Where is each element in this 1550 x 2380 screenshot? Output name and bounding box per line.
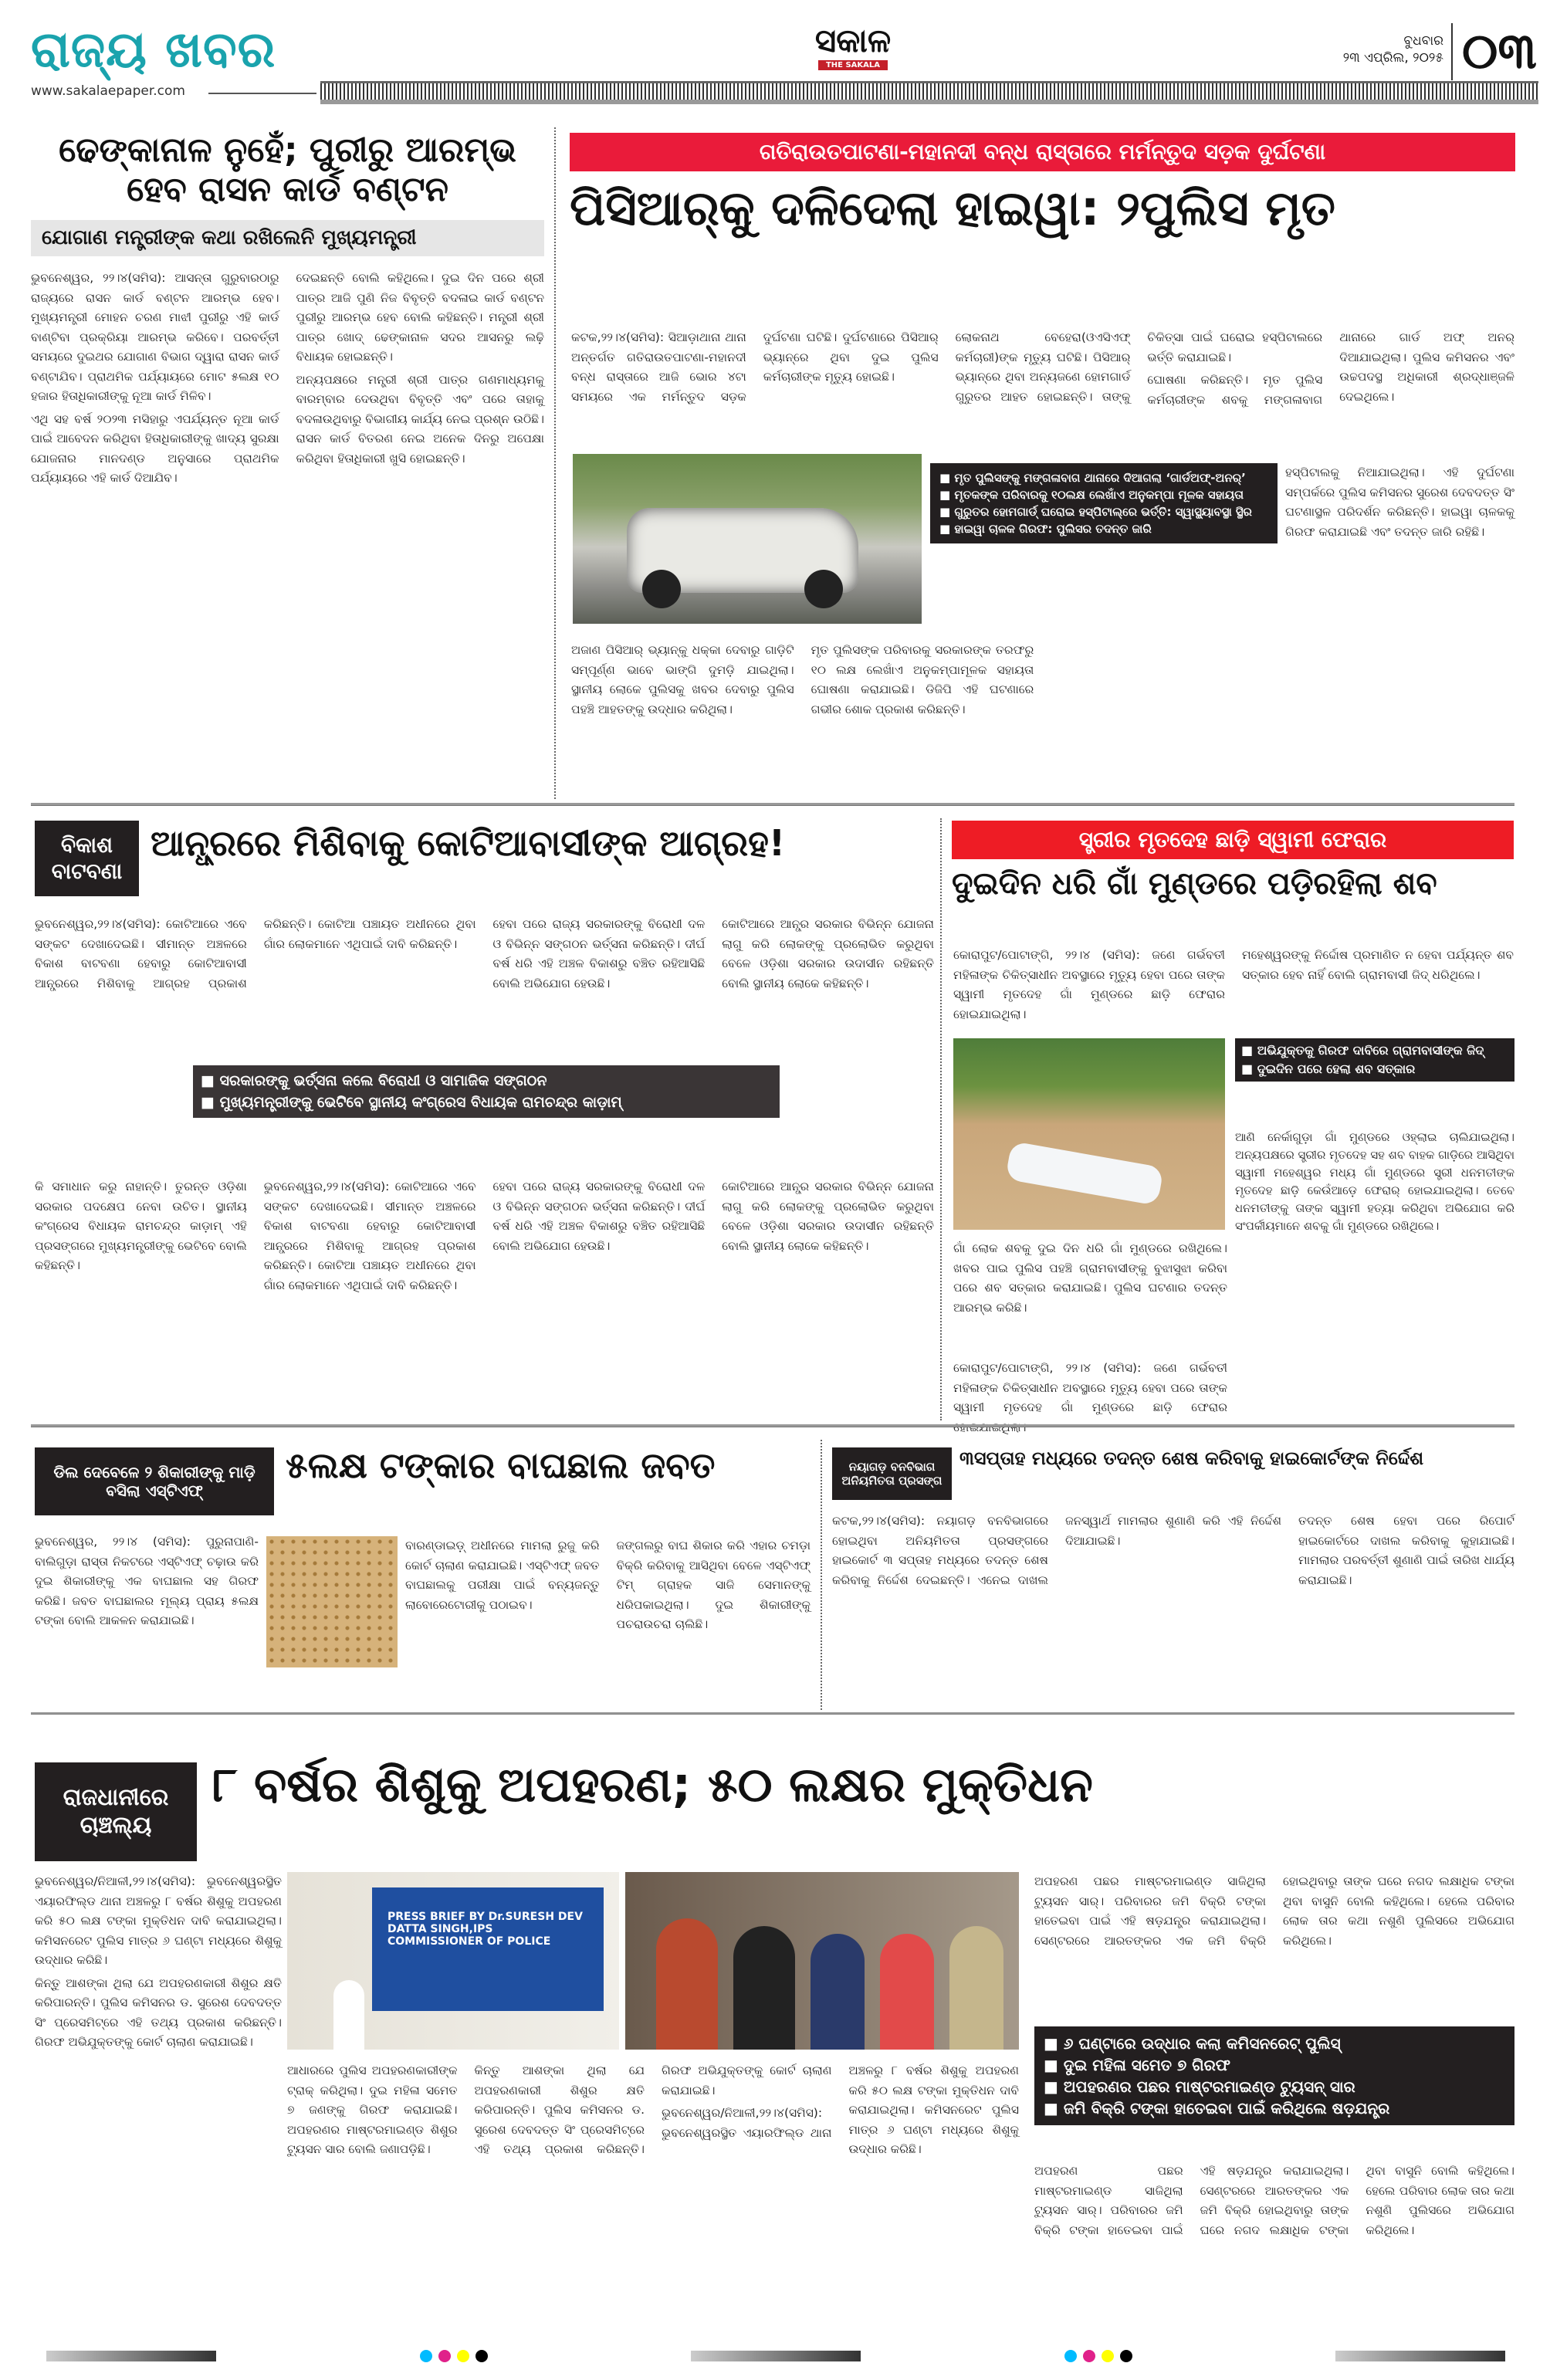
paragraph: ଜଙ୍ଗଲରୁ ବାଘ ଶିକାର କରି ଏହାର ଚମଡ଼ା ବିକ୍ରି କରିବାକୁ ଆସିଥିବା ବେଳେ ଏସ୍‌ଟିଏଫ୍ ଟିମ୍ ଗ୍ରାହକ ସାଜି ସେମାନଙ୍କୁ ଧରିପକାଇଥିଲା। ଦୁଇ ଶିକାରୀଙ୍କୁ ପଚରାଉଚରା ଚାଲିଛି। xyxy=(616,1539,811,1631)
paragraph: ଅଜାଣ ପିସିଆର୍ ଭ୍ୟାନ୍‌କୁ ଧକ୍କା ଦେବାରୁ ଗାଡ଼ିଟି ସମ୍ପୂର୍ଣ୍ଣ ଭାବେ ଭାଙ୍ଗି ଦୁମଡ଼ି ଯାଇଥିଲା। ସ୍ଥାନୀୟ ଲୋକେ ପୁଲିସକୁ ଖବର ଦେବାରୁ ପୁଲିସ ପହଞ୍ଚି ଆହତଙ୍କୁ ଉଦ୍ଧାର କରିଥିଲା। xyxy=(571,643,794,716)
paragraph: ଭୁବନେଶ୍ୱର, ୨୨।୪ (ସମିସ): ପୁରୁନାପାଣି-ବାଲିଗୁଡ଼ା ରାସ୍ତା ନିକଟରେ ଏସ୍‌ଟିଏଫ୍ ଚଢ଼ାଉ କରି ଦୁଇ ଶିକାରୀଙ୍କୁ ଏକ ବାଘଛାଲ ସହ ଗିରଫ କରିଛି। ଜବତ ବାଘଛାଲର ମୂଲ୍ୟ ପ୍ରାୟ ୫ଲକ୍ଷ ଟଙ୍କା ବୋଲି ଆକଳନ କରାଯାଇଛି। xyxy=(35,1535,259,1627)
paragraph: ଅନ୍ୟପକ୍ଷରେ ମନ୍ତ୍ରୀ ଶ୍ରୀ ପାତ୍ର ଗଣମାଧ୍ୟମକୁ ବାରମ୍ବାର ଦେଉଥିବା ବିବୃତ୍ତି ଏବଂ ପରେ ତାହାକୁ ବଦଳାଉଥିବାରୁ ବିଭାଗୀୟ କାର୍ଯ୍ୟ ନେଇ ପ୍ରଶ୍ନ ଉଠିଛି। ରାସନ କାର୍ଡ ବିତରଣ ନେଇ ଅନେକ ଦିନରୁ ଅପେକ୍ଷା କରିଥିବା ହିତାଧିକାରୀ ଖୁସି ହୋଇଛନ୍ତି। xyxy=(296,372,544,466)
section-divider xyxy=(31,1424,1514,1427)
article-body xyxy=(832,1512,1514,1590)
section-divider xyxy=(31,803,1514,806)
date: ୨୩ ଏପ୍ରିଲ, ୨୦୨୫ xyxy=(1342,50,1443,66)
highlights-box xyxy=(1034,2026,1514,2125)
highlights-box xyxy=(1235,1038,1514,1082)
paragraph: ହେବା ପରେ ରାଜ୍ୟ ସରକାରଙ୍କୁ ବିରୋଧୀ ଦଳ ଓ ବିଭିନ୍ନ ସଙ୍ଗଠନ ଭର୍ତ୍ସନା କରିଛନ୍ତି। ଦୀର୍ଘ ବର୍ଷ ଧରି ଏହି ଅଞ୍ଚଳ ବିକାଶରୁ ବଞ୍ଚିତ ରହିଆସିଛି ବୋଲି ଅଭିଯୋଗ ହେଉଛି। xyxy=(492,1180,706,1253)
paragraph: କଟକ,୨୨।୪(ସମିସ): ସିଆଡ଼ାଥାନା ଥାନା ଅନ୍ତର୍ଗତ ଗତିରାଉତପାଟଣା-ମହାନଦୀ ବନ୍ଧ ରାସ୍ତାରେ ଆଜି ଭୋର ୪ଟା ସମୟରେ ଏକ ମର୍ମନ୍ତୁଦ ସଡ଼କ ଦୁର୍ଘଟଣା ଘଟିଛି। ଦୁର୍ଘଟଣାରେ ପିସିଆର୍ ଭ୍ୟାନ୍‌ରେ ଥିବା ଦୁଇ ପୁଲିସ କର୍ମଚାରୀଙ୍କ ମୃତ୍ୟୁ ହୋଇଛି। xyxy=(571,330,939,404)
paragraph: ଭୁବନେଶ୍ୱର/ନିଆଳୀ,୨୨।୪(ସମିସ): ଭୁବନେଶ୍ୱରସ୍ଥିତ ଏୟାରଫିଲ୍ଡ ଥାନା ଅଞ୍ଚଳରୁ ୮ ବର୍ଷର ଶିଶୁକୁ ଅପହରଣ କରି ୫୦ ଲକ୍ଷ ଟଙ୍କା ମୁକ୍ତିଧନ ଦାବି କରାଯାଇଥିଲା। କମିସନରେଟ ପୁଲିସ ମାତ୍ର ୬ ଘଣ୍ଟା ମଧ୍ୟରେ ଶିଶୁକୁ ଉଦ୍ଧାର କରିଛି। xyxy=(35,1874,282,1967)
paragraph: ଭୁବନେଶ୍ୱର/ନିଆଳୀ,୨୨।୪(ସମିସ): ଭୁବନେଶ୍ୱରସ୍ଥିତ ଏୟାରଫିଲ୍ଡ ଥାନା ଅଞ୍ଚଳରୁ ୮ ବର୍ଷର ଶିଶୁକୁ ଅପହରଣ କରି ୫୦ ଲକ୍ଷ ଟଙ୍କା ମୁକ୍ତିଧନ ଦାବି କରାଯାଇଥିଲା। କମିସନରେଟ ପୁଲିସ ମାତ୍ର ୬ ଘଣ୍ଟା ମଧ୍ୟରେ ଶିଶୁକୁ ଉଦ୍ଧାର କରିଛି। xyxy=(662,2063,1019,2156)
paragraph: ଦେଇଛନ୍ତି ବୋଲି କହିଥିଲେ। ଦୁଇ ଦିନ ପରେ ଶ୍ରୀ ପାତ୍ର ଆଜି ପୁଣି ନିଜ ବିବୃତ୍ତି ବଦଳାଇ କାର୍ଡ ବଣ୍ଟନ ପୁରୀରୁ ଆରମ୍ଭ ହେବ ବୋଲି କହିଛନ୍ତି। ମନ୍ତ୍ରୀ ଶ୍ରୀ ପାତ୍ର ଖୋଦ୍ ଢେଙ୍କାନାଳ ସଦର ଆସନରୁ ଲଢ଼ି ବିଧାୟକ ହୋଇଛନ୍ତି। xyxy=(296,271,544,364)
website-url[interactable]: www.sakalaepaper.com xyxy=(31,83,185,99)
highlight-item: ■ ଅପହରଣର ପଛର ମାଷ୍ଟରମାଇଣ୍ଡ ଟ୍ୟୁସନ୍ ସାର xyxy=(1044,2076,1505,2097)
headline: ଦୁଇଦିନ ଧରି ଗାଁ ମୁଣ୍ଡରେ ପଡ଼ିରହିଲା ଶବ xyxy=(952,866,1437,902)
newspaper-logo xyxy=(803,22,903,70)
article-body xyxy=(571,328,1514,410)
column-divider xyxy=(821,1440,822,1710)
headline: ଢେଙ୍କାନାଳ ନୁହେଁ; ପୁରୀରୁ ଆରମ୍ଭ ହେବ ରାସନ କାର୍ଡ ବଣ୍ଟନ xyxy=(59,130,516,209)
article-body xyxy=(1034,1872,1514,1952)
article-body xyxy=(1235,1129,1514,1238)
paragraph: ଭୁବନେଶ୍ୱର,୨୨।୪(ସମିସ): କୋଟିଆରେ ଏବେ ସଙ୍କଟ ଦେଖାଦେଇଛି। ସୀମାନ୍ତ ଅଞ୍ଚଳରେ ବିକାଶ ବାଟବଣା ହେବାରୁ କୋଟିଆବାସୀ ଆନ୍ଧ୍ରରେ ମିଶିବାକୁ ଆଗ୍ରହ ପ୍ରକାଶ କରିଛନ୍ତି। କୋଟିଆ ପଞ୍ଚାୟତ ଅଧୀନରେ ଥିବା ଗାଁର ଲୋକମାନେ ଏଥିପାଇଁ ଦାବି କରିଛନ୍ତି। xyxy=(263,1180,476,1292)
article-body xyxy=(405,1536,811,1635)
paragraph: ଭୁବନେଶ୍ୱର, ୨୨।୪(ସମିସ): ଆସନ୍ତା ଗୁରୁବାରଠାରୁ ରାଜ୍ୟରେ ରାସନ କାର୍ଡ ବଣ୍ଟନ ଆରମ୍ଭ ହେବ। ମୁଖ୍ୟମନ୍ତ୍ରୀ ମୋହନ ଚରଣ ମାଝୀ ପୁରୀରୁ ଏହି କାର୍ଡ ବାଣ୍ଟିବା ପ୍ରକ୍ରିୟା ଆରମ୍ଭ କରିବେ। ପରବର୍ତ୍ତୀ ସମୟରେ ଦୁଇଥର ଯୋଗାଣ ବିଭାଗ ଦ୍ୱାରା ରାସନ କାର୍ଡ ବଣ୍ଟାଯିବ। ପ୍ରାଥମିକ ପର୍ଯ୍ୟାୟରେ ମୋଟ ୫ଲକ୍ଷ ୧୦ ହଜାର ହିତାଧିକାରୀଙ୍କୁ ନୂଆ କାର୍ଡ ମିଳିବ। xyxy=(31,271,279,404)
story-label: ଡିଲ ଦେବେଳେ ୨ ଶିକାରୀଙ୍କୁ ମାଡ଼ି ବସିଲା ଏସ୍‌ଟିଏଫ୍ xyxy=(35,1447,274,1515)
kicker: ଗତିରାଉତପାଟଣା-ମହାନଦୀ ବନ୍ଧ ରାସ୍ତାରେ ମର୍ମନ୍ତୁଦ ସଡ଼କ ଦୁର୍ଘଟଣା xyxy=(570,133,1515,171)
headline: ୩ସପ୍ତାହ ମଧ୍ୟରେ ତଦନ୍ତ ଶେଷ କରିବାକୁ ହାଇକୋର୍ଟଙ୍କ ନିର୍ଦ୍ଦେଶ xyxy=(959,1447,1424,1469)
highlight-item: ■ ଅଭିଯୁକ୍ତକୁ ଗିରଫ ଦାବିରେ ଗ୍ରାମବାସୀଙ୍କ ଜିଦ୍ xyxy=(1241,1041,1508,1060)
day: ବୁଧବାର xyxy=(1403,33,1443,49)
paragraph: ଗାଁ ଲୋକ ଶବକୁ ଦୁଇ ଦିନ ଧରି ଗାଁ ମୁଣ୍ଡରେ ରଖିଥିଲେ। ଖବର ପାଇ ପୁଲିସ ପହଞ୍ଚି ଗ୍ରାମବାସୀଙ୍କୁ ବୁଝାସୁଝା କରିବା ପରେ ଶବ ସତ୍କାର କରାଯାଇଛି। ପୁଲିସ ଘଟଣାର ତଦନ୍ତ ଆରମ୍ଭ କରିଛି। xyxy=(953,1241,1227,1315)
article-body xyxy=(35,1872,282,2056)
paragraph: ଅପହରଣ ପଛର ମାଷ୍ଟରମାଇଣ୍ଡ ସାଜିଥିଲା ଟ୍ୟୁସନ ସାର୍। ପରିବାରର ଜମି ବିକ୍ରି ଟଙ୍କା ହାତେଇବା ପାଇଁ ଏହି ଷଡ଼ଯନ୍ତ୍ର କରାଯାଇଥିଲା। ସେଣ୍ଟରରେ ଆରତଙ୍କର ଏକ ଜମି ବିକ୍ରି ହୋଇଥିବାରୁ ତାଙ୍କ ଘରେ ନଗଦ ଲକ୍ଷାଧିକ ଟଙ୍କା ଥିବା ବାସୁନି ବୋଲି କହିଥିଲେ। ହେଲେ ପରିବାର ଲୋକ ତାର କଥା ନଶୁଣି ପୁଲିସରେ ଅଭିଯୋଗ କରିଥିଲେ। xyxy=(1034,2164,1514,2237)
story-label: ବିକାଶ ବାଟବଣା xyxy=(35,821,139,896)
highlight-item: ■ ମୃତ ପୁଲିସଙ୍କୁ ମଙ୍ଗଳାବାଗ ଥାନାରେ ଦିଆଗଲା ‘ଗାର୍ଡଅଫ୍-ଅନର୍’ xyxy=(939,469,1268,486)
subheadline: ଯୋଗାଣ ମନ୍ତ୍ରୀଙ୍କ କଥା ରଖିଲେନି ମୁଖ୍ୟମନ୍ତ୍ରୀ xyxy=(31,220,544,256)
press-brief-banner: PRESS BRIEF BY Dr.SURESH DEV DATTA SINGH,IPS COMMISSIONER OF POLICE xyxy=(372,1887,604,2011)
paragraph: ବାରଣ୍ଡାଇଡ଼୍ ଅଧୀନରେ ମାମଲା ରୁଜୁ କରି କୋର୍ଟ ଚାଲାଣ କରାଯାଇଛି। ଏସ୍‌ଟିଏଫ୍ ଜବତ ବାଘଛାଲକୁ ପରୀକ୍ଷା ପାଇଁ ବନ୍ୟଜନ୍ତୁ ଲାବୋରେଟୋରୀକୁ ପଠାଇବ। xyxy=(405,1539,600,1612)
paragraph: କିନ୍ତୁ ଆଶଙ୍କା ଥିଲା ଯେ ଅପହରଣକାରୀ ଶିଶୁର କ୍ଷତି କରିପାରନ୍ତି। ପୁଲିସ କମିସନର ଡ. ସୁରେଶ ଦେବଦତ୍ତ ସିଂ ପ୍ରେସମିଟ୍‌ରେ ଏହି ତଥ୍ୟ ପ୍ରକାଶ କରିଛନ୍ତି। ଗିରଫ ଅଭିଯୁକ୍ତଙ୍କୁ କୋର୍ଟ ଚାଲାଣ କରାଯାଇଛି। xyxy=(474,2063,832,2156)
article-body xyxy=(1034,2162,1514,2241)
article-body xyxy=(953,1239,1227,1321)
paragraph: କି ସମାଧାନ କରୁ ନାହାନ୍ତି। ତୁରନ୍ତ ଓଡ଼ିଶା ସରକାର ପଦକ୍ଷେପ ନେବା ଉଚିତ। ସ୍ଥାନୀୟ କଂଗ୍ରେସ ବିଧାୟକ ରାମଚନ୍ଦ୍ର କାଡ଼ାମ୍ ଏହି ପ୍ରସଙ୍ଗରେ ମୁଖ୍ୟମନ୍ତ୍ରୀଙ୍କୁ ଭେଟିବେ ବୋଲି କହିଛନ୍ତି। xyxy=(35,1180,247,1272)
highlight-item: ■ ୬ ଘଣ୍ଟାରେ ଉଦ୍ଧାର କଲା କମିସନରେଟ୍ ପୁଲିସ୍ xyxy=(1044,2033,1505,2054)
paragraph: ଏଥି ସହ ବର୍ଷ ୨୦୨୩ ମସିହାରୁ ଏପର୍ଯ୍ୟନ୍ତ ନୂଆ କାର୍ଡ ପାଇଁ ଆବେଦନ କରିଥିବା ହିତାଧିକାରୀଙ୍କୁ ଖାଦ୍ୟ ସୁରକ୍ଷା ଯୋଜନାର ମାନଦଣ୍ଡ ଅନୁସାରେ ପ୍ରାଥମିକ ପର୍ଯ୍ୟାୟରେ ଏହି କାର୍ଡ ଦିଆଯିବ। xyxy=(31,411,279,486)
story-label: ରାଜଧାନୀରେ ଚାଞ୍ଚଲ୍ୟ xyxy=(35,1762,197,1861)
section-title: ରାଜ୍ୟ ଖବର xyxy=(31,22,276,79)
paragraph: କୋରାପୁଟ/ପୋଟାଙ୍ଗି, ୨୨।୪ (ସମିସ): ଜଣେ ଗର୍ଭବତୀ ମହିଳାଙ୍କ ଚିକିତ୍ସାଧୀନ ଅବସ୍ଥାରେ ମୃତ୍ୟୁ ହେବା ପରେ ତାଙ୍କ ସ୍ୱାମୀ ମୃତଦେହ ଗାଁ ମୁଣ୍ଡରେ ଛାଡ଼ି ଫେରାର ହୋଇଯାଇଥିଲା। xyxy=(953,948,1225,1021)
article-body xyxy=(1285,463,1514,545)
paragraph: ଲୋକନାଥ ବେହେରା(ଓଏସିଏଫ୍ କର୍ମଚାରୀ)ଙ୍କ ମୃତ୍ୟୁ ଘଟିଛି। ପିସିଆର୍ ଭ୍ୟାନ୍‌ରେ ଥିବା ଅନ୍ୟଜଣେ ହୋମଗାର୍ଡ ଗୁରୁତର ଆହତ ହୋଇଛନ୍ତି। ତାଙ୍କୁ ଚିକିତ୍ସା ପାଇଁ ଘରୋଇ ହସ୍ପିଟାଲରେ ଭର୍ତ୍ତି କରାଯାଇଛି। xyxy=(955,330,1323,404)
article-body xyxy=(287,2061,1019,2160)
article-body xyxy=(953,1359,1227,1441)
paragraph: ମହେଶ୍ୱରଙ୍କୁ ନିର୍ଦ୍ଦୋଷ ପ୍ରମାଣିତ ନ ହେବା ପର୍ଯ୍ୟନ୍ତ ଶବ ସତ୍କାର ହେବ ନାହିଁ ବୋଲି ଗ୍ରାମବାସୀ ଜିଦ୍ ଧରିଥିଲେ। xyxy=(1242,948,1514,982)
highlight-item: ■ ଦୁଇଦିନ ପରେ ହେଲା ଶବ ସତ୍କାର xyxy=(1241,1060,1508,1078)
headline: ପିସିଆର୍‌କୁ ଦଳିଦେଲା ହାଇୱା: ୨ପୁଲିସ ମୃତ xyxy=(570,180,1335,236)
story-label: ନୟାଗଡ଼ ବନବିଭାଗ ଅନିୟମିତତା ପ୍ରସଙ୍ଗ xyxy=(832,1447,952,1500)
article-body xyxy=(35,1532,259,1634)
body-on-ground-photo xyxy=(953,1038,1225,1230)
logo-text: ସକାଳ xyxy=(814,22,892,59)
article-body xyxy=(953,946,1514,1024)
print-registration-strip xyxy=(46,2347,1505,2365)
paragraph: କୋଟିଆରେ ଆନ୍ଧ୍ର ସରକାର ବିଭିନ୍ନ ଯୋଜନା ଲାଗୁ କରି ଲୋକଙ୍କୁ ପ୍ରଲୋଭିତ କରୁଥିବା ବେଳେ ଓଡ଼ିଶା ସରକାର ଉଦାସୀନ ରହିଛନ୍ତି ବୋଲି ସ୍ଥାନୀୟ ଲୋକେ କହିଛନ୍ତି। xyxy=(722,917,934,990)
story-ration-card xyxy=(31,131,544,489)
column-divider xyxy=(554,127,556,799)
highlight-item: ■ ଦୁଇ ମହିଳା ସମେତ ୭ ଗିରଫ xyxy=(1044,2054,1505,2076)
highlight-item: ■ ଜମି ବିକ୍ରି ଟଙ୍କା ହାତେଇବା ପାଇଁ କରିଥିଲେ ଷଡ଼ଯନ୍ତ୍ର xyxy=(1044,2097,1505,2119)
highlight-item: ■ ହାଇୱା ଚାଳକ ଗିରଫ: ପୁଲିସର ତଦନ୍ତ ଜାରି xyxy=(939,520,1268,537)
kicker: ସ୍ତ୍ରୀର ମୃତଦେହ ଛାଡ଼ି ସ୍ୱାମୀ ଫେରାର xyxy=(952,821,1514,859)
article-body xyxy=(571,641,1274,719)
paragraph: ମୃତ ପୁଲିସଙ୍କ ପରିବାରକୁ ସରକାରଙ୍କ ତରଫରୁ ୧୦ ଲକ୍ଷ ଲେଖାଁଏ ଅନୁକମ୍ପାମୂଳକ ସହାୟତା ଘୋଷଣା କରାଯାଇଛି। ଡିଜିପି ଏହି ଘଟଣାରେ ଗଭୀର ଶୋକ ପ୍ରକାଶ କରିଛନ୍ତି। xyxy=(811,643,1034,716)
paragraph: ତଦନ୍ତ ଶେଷ ହେବା ପରେ ରିପୋର୍ଟ ହାଇକୋର୍ଟରେ ଦାଖଲ କରିବାକୁ କୁହାଯାଇଛି। ମାମଲାର ପରବର୍ତ୍ତୀ ଶୁଣାଣି ପାଇଁ ତାରିଖ ଧାର୍ଯ୍ୟ କରାଯାଇଛି। xyxy=(1298,1514,1514,1587)
accident-vehicle-photo xyxy=(573,454,922,624)
tiger-skin-photo xyxy=(266,1536,398,1667)
press-brief-photo xyxy=(287,1872,619,2050)
section-divider xyxy=(31,1712,1514,1715)
highlight-item: ■ ଗୁରୁତର ହୋମଗାର୍ଡ୍ ଘରୋଇ ହସ୍ପିଟାଲ୍‌ରେ ଭର୍ତ୍ତି: ସ୍ୱାସ୍ଥ୍ୟାବସ୍ଥା ସ୍ଥିର xyxy=(939,503,1268,520)
headline: ୫ଲକ୍ଷ ଟଙ୍କାର ବାଘଛାଲ ଜବତ xyxy=(286,1444,716,1486)
date-block xyxy=(1312,32,1443,66)
article-body xyxy=(31,269,544,489)
paragraph: କିନ୍ତୁ ଆଶଙ୍କା ଥିଲା ଯେ ଅପହରଣକାରୀ ଶିଶୁର କ୍ଷତି କରିପାରନ୍ତି। ପୁଲିସ କମିସନର ଡ. ସୁରେଶ ଦେବଦତ୍ତ ସିଂ ପ୍ରେସମିଟ୍‌ରେ ଏହି ତଥ୍ୟ ପ୍ରକାଶ କରିଛନ୍ତି। ଗିରଫ ଅଭିଯୁକ୍ତଙ୍କୁ କୋର୍ଟ ଚାଲାଣ କରାଯାଇଛି। xyxy=(35,1975,282,2049)
highlight-item: ■ ମୃତକଙ୍କ ପରିବାରକୁ ୧୦ଲକ୍ଷ ଲେଖାଁଏ ଅନୁକମ୍ପା ମୂଳକ ସହାୟତା xyxy=(939,486,1268,503)
story-pcr-accident xyxy=(570,133,1515,235)
logo-tag: THE SAKALA xyxy=(818,60,888,70)
page-number: ୦୩ xyxy=(1451,23,1537,80)
paragraph: ଆଧାରରେ ପୁଲିସ ଅପହରଣକାରୀଙ୍କ ଟ୍ରାକ୍ କରିଥିଲା। ଦୁଇ ମହିଳା ସମେତ ୭ ଜଣଙ୍କୁ ଗିରଫ କରାଯାଇଛି। ଅପହରଣର ମାଷ୍ଟରମାଇଣ୍ଡ ଶିଶୁର ଟ୍ୟୁସନ ସାର ବୋଲି ଜଣାପଡ଼ିଛି। xyxy=(287,2063,458,2156)
paragraph: ଅପହରଣ ପଛର ମାଷ୍ଟରମାଇଣ୍ଡ ସାଜିଥିଲା ଟ୍ୟୁସନ ସାର୍। ପରିବାରର ଜମି ବିକ୍ରି ଟଙ୍କା ହାତେଇବା ପାଇଁ ଏହି ଷଡ଼ଯନ୍ତ୍ର କରାଯାଇଥିଲା। ସେଣ୍ଟରରେ ଆରତଙ୍କର ଏକ ଜମି ବିକ୍ରି ହୋଇଥିବାରୁ ତାଙ୍କ ଘରେ ନଗଦ ଲକ୍ଷାଧିକ ଟଙ୍କା ଥିବା ବାସୁନି ବୋଲି କହିଥିଲେ। ହେଲେ ପରିବାର ଲୋକ ତାର କଥା ନଶୁଣି ପୁଲିସରେ ଅଭିଯୋଗ କରିଥିଲେ। xyxy=(1034,1874,1514,1948)
paragraph: କଟକ,୨୨।୪(ସମିସ): ନୟାଗଡ଼ ବନବିଭାଗରେ ହୋଇଥିବା ଅନିୟମିତତା ପ୍ରସଙ୍ଗରେ ହାଇକୋର୍ଟ ୩ ସପ୍ତାହ ମଧ୍ୟରେ ତଦନ୍ତ ଶେଷ କରିବାକୁ ନିର୍ଦ୍ଦେଶ ଦେଇଛନ୍ତି। ଏନେଇ ଦାଖଲ ଜନସ୍ୱାର୍ଥ ମାମଲାର ଶୁଣାଣି କରି ଏହି ନିର୍ଦ୍ଦେଶ ଦିଆଯାଇଛି। xyxy=(832,1514,1281,1587)
paragraph: ହସ୍ପିଟାଲକୁ ନିଆଯାଇଥିଲା। ଏହି ଦୁର୍ଘଟଣା ସମ୍ପର୍କରେ ପୁଲିସ କମିସନର ସୁରେଶ ଦେବଦତ୍ତ ସିଂ ଘଟଣାସ୍ଥଳ ପରିଦର୍ଶନ କରିଛନ୍ତି। ହାଇୱା ଚାଳକକୁ ଗିରଫ କରାଯାଇଛି ଏବଂ ତଦନ୍ତ ଜାରି ରହିଛି। xyxy=(1285,466,1514,539)
article-body xyxy=(35,915,934,994)
highlights-box xyxy=(193,1065,780,1118)
paragraph: ହେବା ପରେ ରାଜ୍ୟ ସରକାରଙ୍କୁ ବିରୋଧୀ ଦଳ ଓ ବିଭିନ୍ନ ସଙ୍ଗଠନ ଭର୍ତ୍ସନା କରିଛନ୍ତି। ଦୀର୍ଘ ବର୍ଷ ଧରି ଏହି ଅଞ୍ଚଳ ବିକାଶରୁ ବଞ୍ଚିତ ରହିଆସିଛି ବୋଲି ଅଭିଯୋଗ ହେଉଛି। xyxy=(492,917,706,990)
paragraph: ଭୁବନେଶ୍ୱର,୨୨।୪(ସମିସ): କୋଟିଆରେ ଏବେ ସଙ୍କଟ ଦେଖାଦେଇଛି। ସୀମାନ୍ତ ଅଞ୍ଚଳରେ ବିକାଶ ବାଟବଣା ହେବାରୁ କୋଟିଆବାସୀ ଆନ୍ଧ୍ରରେ ମିଶିବାକୁ ଆଗ୍ରହ ପ୍ରକାଶ କରିଛନ୍ତି। କୋଟିଆ ପଞ୍ଚାୟତ ଅଧୀନରେ ଥିବା ଗାଁର ଲୋକମାନେ ଏଥିପାଇଁ ଦାବି କରିଛନ୍ତି। xyxy=(35,917,476,990)
header-stripe-bar xyxy=(320,81,1538,104)
accused-persons-photo xyxy=(625,1872,1019,2050)
highlight-item: ■ ମୁଖ୍ୟମନ୍ତ୍ରୀଙ୍କୁ ଭେଟିବେ ସ୍ଥାନୀୟ କଂଗ୍ରେସ ବିଧାୟକ ରାମଚନ୍ଦ୍ର କାଡ଼ାମ୍ xyxy=(201,1092,772,1113)
headline: ଆନ୍ଧ୍ରରେ ମିଶିବାକୁ କୋଟିଆବାସୀଙ୍କ ଆଗ୍ରହ! xyxy=(151,822,785,864)
headline: ୮ ବର୍ଷର ଶିଶୁକୁ ଅପହରଣ; ୫୦ ଲକ୍ଷର ମୁକ୍ତିଧନ xyxy=(212,1756,1093,1813)
paragraph: କୋଟିଆରେ ଆନ୍ଧ୍ର ସରକାର ବିଭିନ୍ନ ଯୋଜନା ଲାଗୁ କରି ଲୋକଙ୍କୁ ପ୍ରଲୋଭିତ କରୁଥିବା ବେଳେ ଓଡ଼ିଶା ସରକାର ଉଦାସୀନ ରହିଛନ୍ତି ବୋଲି ସ୍ଥାନୀୟ ଲୋକେ କହିଛନ୍ତି। xyxy=(722,1180,934,1253)
highlights-box xyxy=(930,463,1278,543)
divider xyxy=(208,93,316,94)
paragraph: ଘୋଷଣା କରିଛନ୍ତି। ମୃତ ପୁଲିସ କର୍ମଚାରୀଙ୍କ ଶବକୁ ମଙ୍ଗଳାବାଗ ଥାନାରେ ଗାର୍ଡ ଅଫ୍ ଅନର୍ ଦିଆଯାଇଥିଲା। ପୁଲିସ କମିସନର ଏବଂ ଉଚ୍ଚପଦସ୍ଥ ଅଧିକାରୀ ଶ୍ରଦ୍ଧାଞ୍ଜଳି ଦେଇଥିଲେ। xyxy=(1147,330,1514,407)
paragraph: ଆଣି ନେର୍କାଗୁଡ଼ା ଗାଁ ମୁଣ୍ଡରେ ଓହ୍ଲାଇ ଚାଲିଯାଇଥିଲା। ଅନ୍ୟପକ୍ଷରେ ସ୍ତ୍ରୀର ମୃତଦେହ ସହ ଶବ ବାହକ ଗାଡ଼ିରେ ଆସିଥିବା ସ୍ୱାମୀ ମହେଶ୍ୱର ମଧ୍ୟ ଗାଁ ମୁଣ୍ଡରେ ସ୍ତ୍ରୀ ଧନମତୀଙ୍କ ମୃତଦେହ ଛାଡ଼ି କେଉଁଆଡ଼େ ଫେରାର୍ ହୋଇଯାଇଥିଲା। ତେବେ ଧନମତୀଙ୍କୁ ତାଙ୍କ ସ୍ୱାମୀ ହତ୍ୟା କରିଥିବା ଅଭିଯୋଗ କରି ସଂପର୍କୀୟମାନେ ଶବକୁ ଗାଁ ମୁଣ୍ଡରେ ରଖିଥିଲେ। xyxy=(1235,1130,1514,1233)
paragraph: କୋରାପୁଟ/ପୋଟାଙ୍ଗି, ୨୨।୪ (ସମିସ): ଜଣେ ଗର୍ଭବତୀ ମହିଳାଙ୍କ ଚିକିତ୍ସାଧୀନ ଅବସ୍ଥାରେ ମୃତ୍ୟୁ ହେବା ପରେ ତାଙ୍କ ସ୍ୱାମୀ ମୃତଦେହ ଗାଁ ମୁଣ୍ଡରେ ଛାଡ଼ି ଫେରାର xyxy=(953,1361,1227,1414)
highlight-item: ■ ସରକାରଙ୍କୁ ଭର୍ତ୍ସନା କଲେ ବିରୋଧୀ ଓ ସାମାଜିକ ସଙ୍ଗଠନ xyxy=(201,1070,772,1092)
article-body xyxy=(35,1177,934,1295)
column-divider xyxy=(940,818,942,1420)
